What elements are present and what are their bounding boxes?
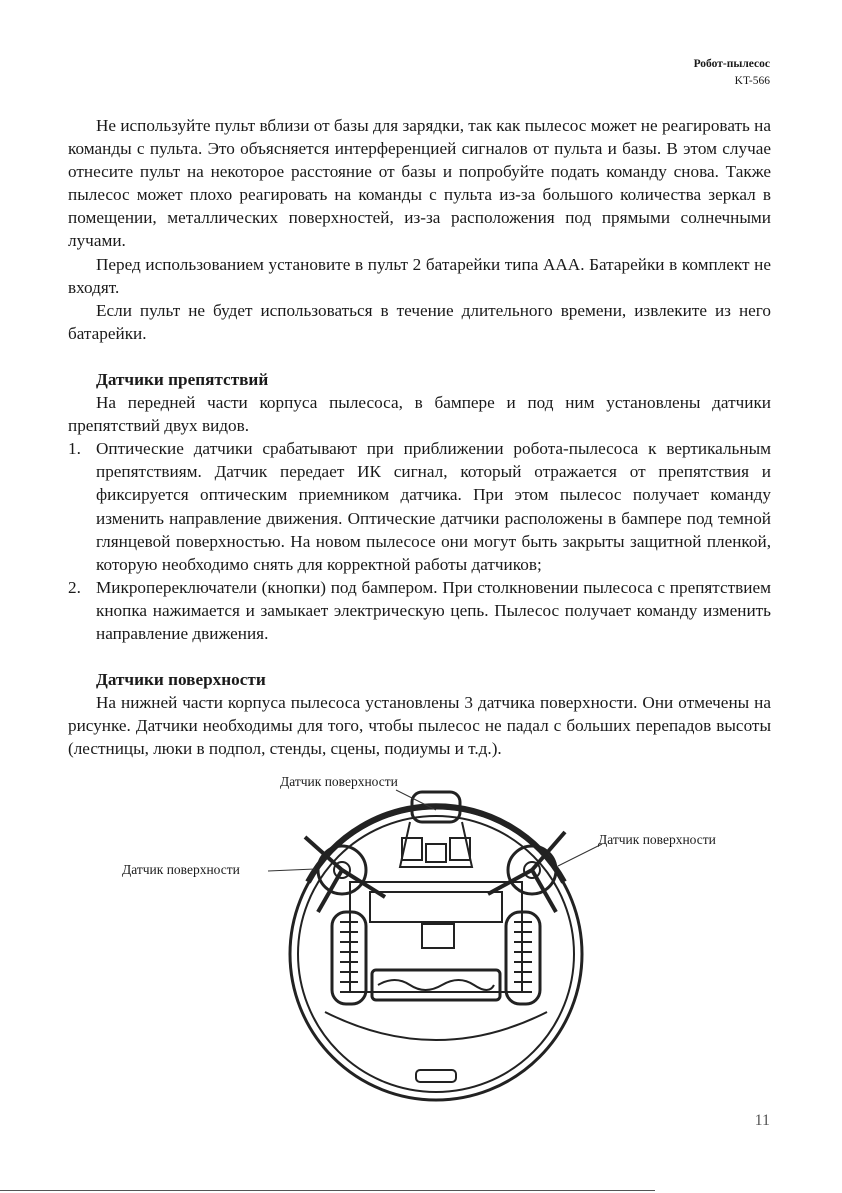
list-number: 2. (68, 577, 81, 597)
section-heading-surface: Датчики поверхности (96, 670, 266, 690)
list-item (68, 437, 771, 576)
section-heading-obstacles: Датчики препятствий (96, 369, 269, 389)
figure-label-left: Датчик поверхности (122, 862, 240, 877)
header-model: KT-566 (734, 75, 770, 87)
figure-label-top: Датчик поверхности (280, 774, 398, 789)
paragraph: Перед использованием установите в пульт 2 батарейки типа AAA. Батарейки в комплект не входят. (68, 254, 771, 297)
paragraph: Не используйте пульт вблизи от базы для зарядки, так как пылесос может не реагировать на команды с пульта. Это объясняется интерференцией сигналов от пульта и базы. В этом случае отнесите пульт на некоторое расстояние от базы и попробуйте подать команду снова. Также пылесос может плохо реагировать на команды с пульта из-за большого количества зеркал в помещении, металлических поверхностей, из-за расположения под прямыми солнечными лучами. (68, 116, 771, 251)
paragraph: Если пульт не будет использоваться в течение длительного времени, извлеките из него батарейки. (68, 300, 771, 343)
figure-label-right: Датчик поверхности (598, 832, 716, 847)
page-body (68, 114, 771, 760)
bottom-rule (0, 1190, 655, 1191)
obstacle-sensor-list (68, 437, 771, 645)
list-number: 1. (68, 439, 81, 459)
list-text: Микропереключатели (кнопки) под бампером. При столкновении пылесоса с препятствием кнопка нажимается и замыкает электрическую цепь. Пылесос получает команду изменить направление движения. (96, 577, 771, 643)
paragraph: На нижней части корпуса пылесоса установлены 3 датчика поверхности. Они отмечены на рисунке. Датчики необходимы для того, чтобы пылесос не падал с больших перепадов высоты (лестницы, люки в подпол, стенды, сцены, подиумы и т.д.). (68, 693, 771, 759)
header-product: Робот-пылесос (693, 58, 770, 70)
list-item (68, 576, 771, 645)
paragraph: На передней части корпуса пылесоса, в бампере и под ним установлены датчики препятствий двух видов. (68, 393, 771, 436)
robot-underside-illustration (110, 772, 750, 1102)
page-header (694, 56, 770, 90)
list-text: Оптические датчики срабатывают при приближении робота-пылесоса к вертикальным препятствиям. Датчик передает ИК сигнал, который отражается от препятствия и фиксируется оптическим приемником датчика. При этом пылесос получает команду изменить направление движения. Оптические датчики расположены в бампере под темной глянцевой поверхностью. На новом пылесосе они могут быть закрыты защитной пленкой, которую необходимо снять для корректной работы датчиков; (96, 439, 771, 574)
page-number: 11 (754, 1112, 770, 1129)
robot-underside-figure (110, 772, 750, 1102)
